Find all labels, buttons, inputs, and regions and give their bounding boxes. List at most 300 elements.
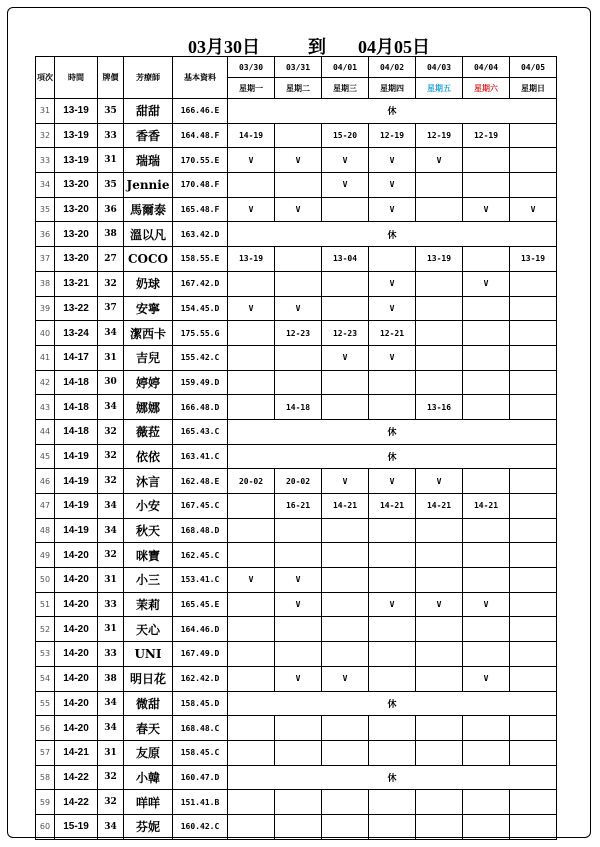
schedule-cell bbox=[510, 494, 557, 519]
schedule-table bbox=[35, 56, 557, 840]
schedule-cell bbox=[275, 740, 322, 765]
schedule-cell: V bbox=[369, 469, 416, 494]
row-price: 30 bbox=[98, 370, 124, 395]
title-end-date: 04月05日 bbox=[358, 37, 430, 57]
row-therapist-name: 薇菈 bbox=[124, 419, 173, 444]
schedule-cell bbox=[463, 345, 510, 370]
row-index: 57 bbox=[36, 740, 55, 765]
header-date: 04/02 bbox=[369, 57, 416, 78]
schedule-cell bbox=[275, 642, 322, 667]
row-info: 154.45.D bbox=[173, 296, 228, 321]
row-time: 13-20 bbox=[55, 247, 98, 272]
schedule-cell: 14-21 bbox=[322, 494, 369, 519]
schedule-cell bbox=[416, 345, 463, 370]
schedule-cell bbox=[275, 271, 322, 296]
schedule-cell bbox=[275, 790, 322, 815]
table-row bbox=[36, 765, 557, 790]
header-date: 04/03 bbox=[416, 57, 463, 78]
header-date: 03/30 bbox=[228, 57, 275, 78]
schedule-cell: 12-19 bbox=[463, 123, 510, 148]
schedule-cell bbox=[510, 592, 557, 617]
row-therapist-name: 溫以凡 bbox=[124, 222, 173, 247]
table-row bbox=[36, 568, 557, 593]
schedule-cell bbox=[510, 469, 557, 494]
schedule-cell: 20-02 bbox=[275, 469, 322, 494]
schedule-cell bbox=[416, 617, 463, 642]
row-time: 14-20 bbox=[55, 592, 98, 617]
table-row bbox=[36, 543, 557, 568]
schedule-cell bbox=[416, 197, 463, 222]
row-info: 175.55.G bbox=[173, 321, 228, 346]
schedule-cell bbox=[510, 395, 557, 420]
row-time: 14-19 bbox=[55, 469, 98, 494]
row-price: 38 bbox=[98, 666, 124, 691]
row-index: 36 bbox=[36, 222, 55, 247]
row-info: 158.45.D bbox=[173, 691, 228, 716]
schedule-cell: V bbox=[463, 666, 510, 691]
row-info: 151.41.B bbox=[173, 790, 228, 815]
schedule-cell bbox=[228, 642, 275, 667]
row-time: 14-19 bbox=[55, 518, 98, 543]
schedule-cell: V bbox=[275, 568, 322, 593]
schedule-cell bbox=[416, 173, 463, 198]
row-info: 168.48.D bbox=[173, 518, 228, 543]
table-row bbox=[36, 642, 557, 667]
schedule-cell: V bbox=[369, 345, 416, 370]
schedule-cell bbox=[322, 740, 369, 765]
row-price: 31 bbox=[98, 148, 124, 173]
row-price: 32 bbox=[98, 790, 124, 815]
table-row bbox=[36, 790, 557, 815]
schedule-cell bbox=[463, 247, 510, 272]
schedule-cell bbox=[369, 518, 416, 543]
row-off-label: 休 bbox=[228, 99, 557, 124]
row-price: 31 bbox=[98, 345, 124, 370]
row-info: 162.48.E bbox=[173, 469, 228, 494]
schedule-cell: V bbox=[369, 271, 416, 296]
row-price: 35 bbox=[98, 99, 124, 124]
row-index: 35 bbox=[36, 197, 55, 222]
schedule-cell bbox=[322, 370, 369, 395]
schedule-cell: V bbox=[322, 148, 369, 173]
row-therapist-name: 咩咩 bbox=[124, 790, 173, 815]
title-start-date: 03月30日 bbox=[188, 37, 260, 57]
schedule-cell bbox=[416, 370, 463, 395]
row-info: 164.46.D bbox=[173, 617, 228, 642]
header-weekday: 星期三 bbox=[322, 78, 369, 99]
row-time: 14-20 bbox=[55, 617, 98, 642]
row-therapist-name: 馬爾泰 bbox=[124, 197, 173, 222]
schedule-cell: 13-04 bbox=[322, 247, 369, 272]
table-row bbox=[36, 395, 557, 420]
header-date: 04/01 bbox=[322, 57, 369, 78]
row-info: 159.49.D bbox=[173, 370, 228, 395]
schedule-cell bbox=[369, 568, 416, 593]
row-info: 167.42.D bbox=[173, 271, 228, 296]
schedule-cell bbox=[510, 543, 557, 568]
table-row bbox=[36, 814, 557, 839]
schedule-cell: 12-21 bbox=[369, 321, 416, 346]
row-index: 48 bbox=[36, 518, 55, 543]
row-time: 13-20 bbox=[55, 197, 98, 222]
schedule-cell: V bbox=[416, 592, 463, 617]
row-info: 163.41.C bbox=[173, 444, 228, 469]
schedule-cell: V bbox=[228, 296, 275, 321]
header-info: 基本資料 bbox=[173, 57, 228, 99]
title-to: 到 bbox=[308, 37, 326, 57]
schedule-cell bbox=[463, 321, 510, 346]
schedule-cell bbox=[322, 790, 369, 815]
row-time: 14-21 bbox=[55, 740, 98, 765]
schedule-cell bbox=[510, 518, 557, 543]
schedule-cell: V bbox=[463, 592, 510, 617]
schedule-cell bbox=[228, 716, 275, 741]
schedule-cell bbox=[275, 814, 322, 839]
row-info: 160.47.D bbox=[173, 765, 228, 790]
row-index: 43 bbox=[36, 395, 55, 420]
table-row bbox=[36, 370, 557, 395]
row-therapist-name: 瑞瑞 bbox=[124, 148, 173, 173]
header-weekday-friday: 星期五 bbox=[416, 78, 463, 99]
row-time: 15-19 bbox=[55, 814, 98, 839]
schedule-cell: 13-19 bbox=[416, 247, 463, 272]
row-price: 34 bbox=[98, 395, 124, 420]
schedule-body bbox=[36, 99, 557, 840]
schedule-cell bbox=[510, 814, 557, 839]
schedule-cell bbox=[275, 345, 322, 370]
schedule-cell: V bbox=[322, 173, 369, 198]
schedule-cell bbox=[228, 666, 275, 691]
row-therapist-name: 友原 bbox=[124, 740, 173, 765]
row-time: 13-19 bbox=[55, 148, 98, 173]
schedule-cell: 12-19 bbox=[416, 123, 463, 148]
row-price: 36 bbox=[98, 197, 124, 222]
schedule-cell: V bbox=[275, 197, 322, 222]
row-info: 167.49.D bbox=[173, 642, 228, 667]
schedule-cell bbox=[416, 518, 463, 543]
header-index: 項次 bbox=[36, 57, 55, 99]
schedule-cell bbox=[228, 592, 275, 617]
schedule-cell bbox=[463, 568, 510, 593]
row-index: 55 bbox=[36, 691, 55, 716]
schedule-cell bbox=[369, 790, 416, 815]
row-time: 14-19 bbox=[55, 444, 98, 469]
row-index: 60 bbox=[36, 814, 55, 839]
schedule-cell bbox=[322, 642, 369, 667]
schedule-cell bbox=[322, 716, 369, 741]
row-price: 34 bbox=[98, 321, 124, 346]
row-index: 42 bbox=[36, 370, 55, 395]
row-info: 170.55.E bbox=[173, 148, 228, 173]
schedule-cell bbox=[369, 247, 416, 272]
row-price: 34 bbox=[98, 814, 124, 839]
header-date: 04/04 bbox=[463, 57, 510, 78]
row-info: 163.42.D bbox=[173, 222, 228, 247]
row-off-label: 休 bbox=[228, 765, 557, 790]
row-info: 165.43.C bbox=[173, 419, 228, 444]
row-info: 167.45.C bbox=[173, 494, 228, 519]
row-time: 14-20 bbox=[55, 666, 98, 691]
schedule-cell bbox=[463, 370, 510, 395]
schedule-cell bbox=[275, 173, 322, 198]
table-row bbox=[36, 469, 557, 494]
table-row bbox=[36, 247, 557, 272]
row-info: 155.42.C bbox=[173, 345, 228, 370]
schedule-cell bbox=[510, 271, 557, 296]
schedule-cell: V bbox=[228, 568, 275, 593]
row-time: 14-20 bbox=[55, 568, 98, 593]
table-row bbox=[36, 666, 557, 691]
header-date: 04/05 bbox=[510, 57, 557, 78]
row-therapist-name: 春天 bbox=[124, 716, 173, 741]
schedule-cell bbox=[275, 247, 322, 272]
schedule-cell bbox=[416, 814, 463, 839]
row-time: 14-20 bbox=[55, 716, 98, 741]
schedule-cell bbox=[228, 790, 275, 815]
row-therapist-name: 小三 bbox=[124, 568, 173, 593]
schedule-cell bbox=[510, 568, 557, 593]
schedule-cell bbox=[369, 543, 416, 568]
table-row bbox=[36, 716, 557, 741]
row-time: 14-18 bbox=[55, 395, 98, 420]
row-therapist-name: 秋天 bbox=[124, 518, 173, 543]
row-index: 40 bbox=[36, 321, 55, 346]
schedule-cell: V bbox=[369, 173, 416, 198]
row-info: 168.48.C bbox=[173, 716, 228, 741]
row-price: 33 bbox=[98, 592, 124, 617]
row-index: 39 bbox=[36, 296, 55, 321]
row-therapist-name: 微甜 bbox=[124, 691, 173, 716]
schedule-cell: 16-21 bbox=[275, 494, 322, 519]
row-index: 44 bbox=[36, 419, 55, 444]
schedule-cell bbox=[463, 173, 510, 198]
row-off-label: 休 bbox=[228, 222, 557, 247]
row-therapist-name: 小安 bbox=[124, 494, 173, 519]
schedule-cell: V bbox=[416, 148, 463, 173]
schedule-cell bbox=[416, 642, 463, 667]
table-row bbox=[36, 123, 557, 148]
table-row bbox=[36, 740, 557, 765]
schedule-cell bbox=[510, 642, 557, 667]
schedule-cell bbox=[416, 271, 463, 296]
schedule-cell bbox=[510, 666, 557, 691]
row-time: 14-20 bbox=[55, 543, 98, 568]
row-index: 51 bbox=[36, 592, 55, 617]
row-therapist-name: 小韓 bbox=[124, 765, 173, 790]
row-price: 32 bbox=[98, 765, 124, 790]
schedule-cell: 13-19 bbox=[228, 247, 275, 272]
schedule-cell bbox=[322, 296, 369, 321]
row-therapist-name: 吉兒 bbox=[124, 345, 173, 370]
schedule-cell bbox=[228, 395, 275, 420]
schedule-cell bbox=[510, 345, 557, 370]
schedule-cell bbox=[463, 790, 510, 815]
row-therapist-name: 芬妮 bbox=[124, 814, 173, 839]
row-price: 33 bbox=[98, 642, 124, 667]
schedule-cell bbox=[322, 543, 369, 568]
header-weekday: 星期二 bbox=[275, 78, 322, 99]
row-info: 165.48.F bbox=[173, 197, 228, 222]
schedule-cell bbox=[416, 296, 463, 321]
schedule-cell bbox=[463, 518, 510, 543]
schedule-cell bbox=[322, 197, 369, 222]
table-row bbox=[36, 691, 557, 716]
header-therapist: 芳療師 bbox=[124, 57, 173, 99]
row-therapist-name: 咪寶 bbox=[124, 543, 173, 568]
schedule-cell: V bbox=[369, 296, 416, 321]
header-weekday: 星期四 bbox=[369, 78, 416, 99]
row-time: 14-17 bbox=[55, 345, 98, 370]
row-info: 158.45.C bbox=[173, 740, 228, 765]
schedule-cell bbox=[510, 790, 557, 815]
schedule-cell bbox=[369, 642, 416, 667]
schedule-cell: V bbox=[369, 197, 416, 222]
schedule-cell: 12-19 bbox=[369, 123, 416, 148]
schedule-cell bbox=[510, 123, 557, 148]
row-time: 14-20 bbox=[55, 691, 98, 716]
schedule-cell: 14-21 bbox=[369, 494, 416, 519]
header-plate: 牌價 bbox=[98, 57, 124, 99]
header-weekday-saturday: 星期六 bbox=[463, 78, 510, 99]
schedule-cell bbox=[463, 296, 510, 321]
row-index: 58 bbox=[36, 765, 55, 790]
row-time: 14-18 bbox=[55, 419, 98, 444]
schedule-cell bbox=[510, 617, 557, 642]
row-price: 27 bbox=[98, 247, 124, 272]
row-time: 14-19 bbox=[55, 494, 98, 519]
schedule-cell: 12-23 bbox=[275, 321, 322, 346]
schedule-cell bbox=[463, 740, 510, 765]
schedule-cell bbox=[416, 543, 463, 568]
schedule-cell: 13-19 bbox=[510, 247, 557, 272]
schedule-cell bbox=[369, 666, 416, 691]
row-price: 34 bbox=[98, 518, 124, 543]
schedule-cell bbox=[510, 716, 557, 741]
schedule-cell bbox=[322, 568, 369, 593]
row-info: 166.48.D bbox=[173, 395, 228, 420]
schedule-cell bbox=[463, 543, 510, 568]
schedule-cell bbox=[228, 345, 275, 370]
row-info: 165.45.E bbox=[173, 592, 228, 617]
row-therapist-name: 天心 bbox=[124, 617, 173, 642]
row-index: 50 bbox=[36, 568, 55, 593]
row-info: 160.42.C bbox=[173, 814, 228, 839]
table-row bbox=[36, 518, 557, 543]
row-price: 31 bbox=[98, 568, 124, 593]
table-row bbox=[36, 592, 557, 617]
schedule-cell bbox=[369, 814, 416, 839]
table-row bbox=[36, 99, 557, 124]
row-index: 32 bbox=[36, 123, 55, 148]
schedule-cell bbox=[463, 469, 510, 494]
schedule-cell bbox=[322, 518, 369, 543]
row-price: 32 bbox=[98, 271, 124, 296]
row-therapist-name: 婷婷 bbox=[124, 370, 173, 395]
table-row bbox=[36, 296, 557, 321]
schedule-cell bbox=[275, 543, 322, 568]
schedule-cell bbox=[463, 617, 510, 642]
row-price: 34 bbox=[98, 716, 124, 741]
schedule-cell bbox=[463, 148, 510, 173]
row-price: 33 bbox=[98, 123, 124, 148]
row-therapist-name: UNI bbox=[124, 642, 173, 667]
schedule-cell bbox=[463, 395, 510, 420]
schedule-cell bbox=[275, 518, 322, 543]
schedule-cell bbox=[322, 271, 369, 296]
table-row bbox=[36, 271, 557, 296]
schedule-cell bbox=[369, 716, 416, 741]
row-off-label: 休 bbox=[228, 691, 557, 716]
header-date: 03/31 bbox=[275, 57, 322, 78]
table-row bbox=[36, 617, 557, 642]
row-therapist-name: 潔西卡 bbox=[124, 321, 173, 346]
schedule-cell bbox=[322, 592, 369, 617]
row-off-label: 休 bbox=[228, 444, 557, 469]
schedule-cell: V bbox=[369, 148, 416, 173]
header-weekday: 星期日 bbox=[510, 78, 557, 99]
schedule-cell bbox=[228, 321, 275, 346]
header-row-dates bbox=[36, 57, 557, 78]
row-time: 14-22 bbox=[55, 765, 98, 790]
schedule-cell bbox=[228, 543, 275, 568]
row-therapist-name: 娜娜 bbox=[124, 395, 173, 420]
schedule-cell bbox=[228, 617, 275, 642]
schedule-cell bbox=[322, 617, 369, 642]
row-info: 170.48.F bbox=[173, 173, 228, 198]
schedule-cell: V bbox=[275, 296, 322, 321]
row-therapist-name: 依依 bbox=[124, 444, 173, 469]
schedule-cell bbox=[369, 395, 416, 420]
schedule-cell bbox=[322, 814, 369, 839]
schedule-title bbox=[0, 33, 600, 57]
schedule-cell: V bbox=[275, 148, 322, 173]
schedule-cell: 14-18 bbox=[275, 395, 322, 420]
row-info: 153.41.C bbox=[173, 568, 228, 593]
row-time: 13-19 bbox=[55, 123, 98, 148]
row-info: 164.48.F bbox=[173, 123, 228, 148]
row-index: 41 bbox=[36, 345, 55, 370]
table-row bbox=[36, 173, 557, 198]
row-price: 38 bbox=[98, 222, 124, 247]
row-index: 31 bbox=[36, 99, 55, 124]
row-index: 45 bbox=[36, 444, 55, 469]
schedule-cell: V bbox=[463, 271, 510, 296]
row-info: 166.46.E bbox=[173, 99, 228, 124]
row-time: 14-20 bbox=[55, 642, 98, 667]
schedule-cell: V bbox=[463, 197, 510, 222]
schedule-cell: 14-21 bbox=[416, 494, 463, 519]
schedule-cell bbox=[463, 642, 510, 667]
row-info: 158.55.E bbox=[173, 247, 228, 272]
schedule-cell bbox=[228, 814, 275, 839]
row-time: 13-19 bbox=[55, 99, 98, 124]
row-price: 31 bbox=[98, 740, 124, 765]
schedule-cell: 15-20 bbox=[322, 123, 369, 148]
schedule-cell bbox=[510, 370, 557, 395]
table-row bbox=[36, 345, 557, 370]
table-row bbox=[36, 222, 557, 247]
schedule-cell bbox=[228, 173, 275, 198]
schedule-cell: V bbox=[510, 197, 557, 222]
schedule-cell bbox=[416, 740, 463, 765]
row-index: 37 bbox=[36, 247, 55, 272]
row-therapist-name: Jennie bbox=[124, 173, 173, 198]
row-price: 32 bbox=[98, 419, 124, 444]
row-index: 46 bbox=[36, 469, 55, 494]
schedule-cell bbox=[369, 740, 416, 765]
row-index: 49 bbox=[36, 543, 55, 568]
row-therapist-name: 安寧 bbox=[124, 296, 173, 321]
